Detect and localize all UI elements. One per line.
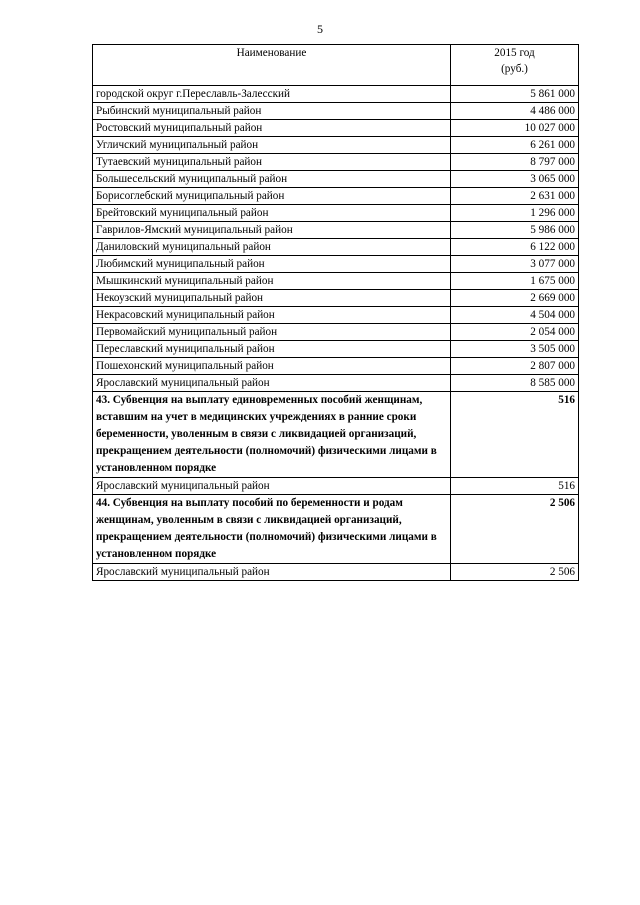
table-row-amount: 2 631 000: [451, 188, 579, 205]
table-row-name: Гаврилов-Ямский муниципальный район: [93, 222, 451, 239]
table-row: [93, 478, 579, 495]
section-header-44-name: 44. Субвенция на выплату пособий по беременности и родам женщинам, уволенным в связи с ликвидацией организаций, прекращением деятельности (полномочий) физическими лицами в установленном порядке: [93, 495, 451, 564]
section-header-44: [93, 495, 579, 564]
table-row-amount: 1 675 000: [451, 273, 579, 290]
table-row-name: Переславский муниципальный район: [93, 341, 451, 358]
table-row-amount: 5 861 000: [451, 86, 579, 103]
column-header-name: Наименование: [93, 45, 451, 86]
table-row-amount: 4 486 000: [451, 103, 579, 120]
column-header-amount: [451, 45, 579, 86]
table-row-amount: 6 122 000: [451, 239, 579, 256]
table-row-name: Большесельский муниципальный район: [93, 171, 451, 188]
table-row-amount: 3 505 000: [451, 341, 579, 358]
table-row-amount: 6 261 000: [451, 137, 579, 154]
table-row-amount: 2 669 000: [451, 290, 579, 307]
section-header-43-amount: 516: [451, 392, 579, 478]
table-row: [93, 290, 579, 307]
table-row-name: Ростовский муниципальный район: [93, 120, 451, 137]
table-header-row: [93, 45, 579, 86]
table-row-amount: 5 986 000: [451, 222, 579, 239]
table-row: [93, 222, 579, 239]
table-row-amount: 3 077 000: [451, 256, 579, 273]
table-row-amount: 8 797 000: [451, 154, 579, 171]
table-row: [93, 564, 579, 581]
table-row-name: Угличский муниципальный район: [93, 137, 451, 154]
table-row-name: Борисоглебский муниципальный район: [93, 188, 451, 205]
table-row: [93, 137, 579, 154]
table-row-amount: 2 054 000: [451, 324, 579, 341]
section-header-44-amount: 2 506: [451, 495, 579, 564]
table-row: [93, 341, 579, 358]
page-number: 5: [317, 22, 323, 36]
table-row: [93, 239, 579, 256]
table-row-name: Ярославский муниципальный район: [93, 375, 451, 392]
table-row: [93, 273, 579, 290]
table-row-amount: 516: [451, 478, 579, 495]
table-row-name: Любимский муниципальный район: [93, 256, 451, 273]
table-row: [93, 103, 579, 120]
table-row: [93, 171, 579, 188]
table-row-name: Пошехонский муниципальный район: [93, 358, 451, 375]
table-row-amount: 2 506: [451, 564, 579, 581]
table-row: [93, 120, 579, 137]
budget-table: [92, 44, 579, 581]
table-row: [93, 358, 579, 375]
table-row: [93, 256, 579, 273]
column-header-unit: (руб.): [501, 63, 528, 75]
table-row: [93, 324, 579, 341]
table-row-name: Некоузский муниципальный район: [93, 290, 451, 307]
table-row-name: Рыбинский муниципальный район: [93, 103, 451, 120]
table-row: [93, 375, 579, 392]
table-row-name: Брейтовский муниципальный район: [93, 205, 451, 222]
table-row-name: Некрасовский муниципальный район: [93, 307, 451, 324]
table-row-name: Первомайский муниципальный район: [93, 324, 451, 341]
section-header-43-name: 43. Субвенция на выплату единовременных пособий женщинам, вставшим на учет в медицинских учреждениях в ранние сроки беременности, уволенным в связи с ликвидацией организаций, прекращением деятельности (полномочий) физическими лицами в установленном порядке: [93, 392, 451, 478]
table-row-name: городской округ г.Переславль-Залесский: [93, 86, 451, 103]
table-row: [93, 307, 579, 324]
table-row-amount: 2 807 000: [451, 358, 579, 375]
column-header-year: 2015 год: [494, 47, 535, 59]
table-row: [93, 86, 579, 103]
table-row-name: Ярославский муниципальный район: [93, 478, 451, 495]
table-row-amount: 8 585 000: [451, 375, 579, 392]
table-row-amount: 3 065 000: [451, 171, 579, 188]
table-row: [93, 188, 579, 205]
table-body: [93, 86, 579, 581]
table-row-amount: 1 296 000: [451, 205, 579, 222]
table-row-amount: 4 504 000: [451, 307, 579, 324]
table-row-amount: 10 027 000: [451, 120, 579, 137]
table-row: [93, 154, 579, 171]
table-row-name: Мышкинский муниципальный район: [93, 273, 451, 290]
table-row: [93, 205, 579, 222]
section-header-43: [93, 392, 579, 478]
table-row-name: Даниловский муниципальный район: [93, 239, 451, 256]
table-row-name: Тутаевский муниципальный район: [93, 154, 451, 171]
table-row-name: Ярославский муниципальный район: [93, 564, 451, 581]
